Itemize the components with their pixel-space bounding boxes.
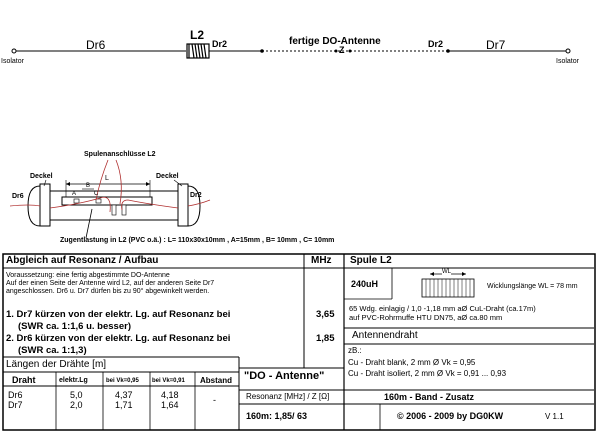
spule-title: Spule L2 xyxy=(350,255,392,266)
wire-row-dr7-name: Dr7 xyxy=(8,400,23,410)
dr2-right-label: Dr2 xyxy=(428,39,444,49)
cu-blank-text: Cu - Draht blank, 2 mm Ø Vk = 0,95 xyxy=(348,358,476,367)
version-text: V 1.1 xyxy=(545,412,564,421)
copyright-text: © 2006 - 2009 by DG0KW xyxy=(397,411,504,421)
dim-b-label: B xyxy=(86,183,91,189)
wire-row-dr7-vk095: 1,71 xyxy=(115,400,133,410)
step2-value: 1,85 xyxy=(316,333,335,344)
wire-row-dr6-vk095: 4,37 xyxy=(115,390,133,400)
resonanz-label: Resonanz [MHz] / Z [Ω] xyxy=(246,392,330,401)
wire-row-dr6-elektr: 5,0 xyxy=(70,390,83,400)
mhz-header: MHz xyxy=(311,255,332,266)
inductance-value: 240uH xyxy=(351,279,379,289)
wire-row-dr6-name: Dr6 xyxy=(8,390,23,400)
wickl-label: Wicklungslänge WL = 78 mm xyxy=(487,283,578,290)
step2-line2: (SWR ca. 1:1,3) xyxy=(18,345,87,356)
wire-header-elektr: elektr.Lg xyxy=(59,377,88,384)
wire-header-vk095: bei Vk=0,95 xyxy=(106,378,139,384)
right-isolator-label: Isolator xyxy=(556,58,579,65)
antennendraht-title: Antennendraht xyxy=(352,330,418,341)
coil-desc-1: 65 Wdg. einlagig / 1,0 -1,18 mm aØ CuL-Draht (ca.17m) xyxy=(349,304,536,313)
coil-desc-2: auf PVC-Rohrmuffe HTU DN75, aØ ca.80 mm xyxy=(349,313,503,322)
voraus-line-1: Voraussetzung: eine fertig abgestimmte DO-Antenne xyxy=(6,272,170,279)
dr6-label: Dr6 xyxy=(86,38,106,52)
dim-a-label: A xyxy=(72,191,77,197)
coil-dr2-label: Dr2 xyxy=(190,192,202,199)
deckel-right-label: Deckel xyxy=(156,173,179,180)
zb-label: zB.: xyxy=(348,346,362,355)
wire-row-dr7-vk091: 1,64 xyxy=(161,400,179,410)
antenna-title: fertige DO-Antenne xyxy=(289,36,381,47)
wire-header-abstand: Abstand xyxy=(200,376,232,385)
step1-value: 3,65 xyxy=(316,309,335,320)
dr2-left-label: Dr2 xyxy=(212,39,228,49)
z-label: Z xyxy=(339,45,345,55)
voraus-line-2: Auf der einen Seite der Antenne wird L2, auf der anderen Seite Dr7 xyxy=(6,280,215,287)
laengen-title: Längen der Drähte [m] xyxy=(6,359,107,370)
abgleich-title: Abgleich auf Resonanz / Aufbau xyxy=(6,255,159,266)
left-isolator-label: Isolator xyxy=(1,58,24,65)
wire-row-dr6-vk091: 4,18 xyxy=(161,390,179,400)
step1-line1: 1. Dr7 kürzen von der elektr. Lg. auf Resonanz bei xyxy=(6,309,231,320)
dr7-label: Dr7 xyxy=(486,38,506,52)
cu-isoliert-text: Cu - Draht isoliert, 2 mm Ø Vk = 0,91 ... 0,93 xyxy=(348,369,507,378)
wl-label: WL xyxy=(442,269,451,275)
coil-caption: Zugentlastung in L2 (PVC o.ä.) : L= 110x30x10mm , A=15mm , B= 10mm , C= 10mm xyxy=(60,237,335,244)
step1-line2: (SWR ca. 1:1,6 u. besser) xyxy=(18,321,131,332)
l2-label: L2 xyxy=(190,28,205,42)
do-antenne-label: "DO - Antenne" xyxy=(244,370,325,382)
band-label: 160m - Band - Zusatz xyxy=(384,392,475,402)
dim-c-label: C xyxy=(94,191,99,197)
voraus-line-3: angeschlossen. Dr6 u. Dr7 dürfen bis zu 90° abgewinkelt werden. xyxy=(6,288,210,295)
resonanz-value: 160m: 1,85/ 63 xyxy=(246,411,308,421)
wire-header-draht: Draht xyxy=(12,375,36,385)
spulen-label: Spulenanschlüsse L2 xyxy=(84,151,156,158)
coil-dr6-label: Dr6 xyxy=(12,193,24,200)
step2-line1: 2. Dr6 kürzen von der elektr. Lg. auf Resonanz bei xyxy=(6,333,231,344)
wire-header-vk091: bei Vk=0,91 xyxy=(152,378,185,384)
deckel-left-label: Deckel xyxy=(30,173,53,180)
dim-l-label: L xyxy=(105,175,109,182)
wire-row-dr7-elektr: 2,0 xyxy=(70,400,83,410)
wire-row-dr6-abstand: - xyxy=(213,395,216,405)
